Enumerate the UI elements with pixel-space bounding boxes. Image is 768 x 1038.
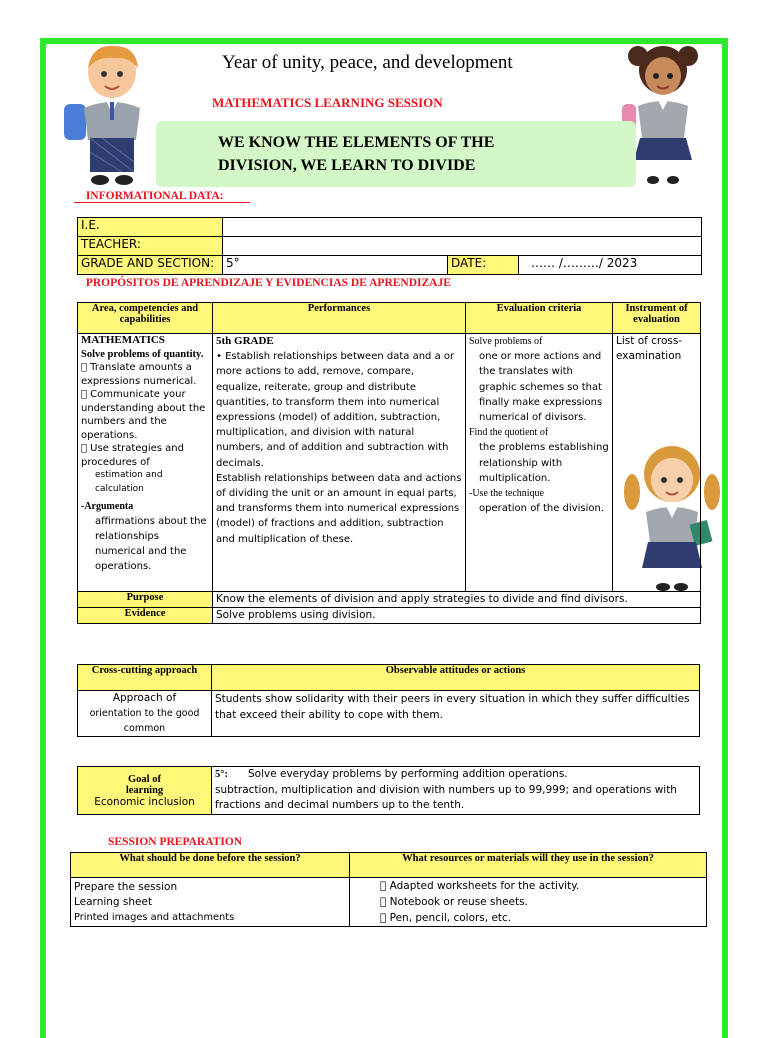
crosscutting-col1: Cross-cutting approach — [78, 665, 212, 691]
teacher-label: TEACHER: — [78, 237, 223, 256]
purpose-text: Know the elements of division and apply strategies to divide and find divisors. — [213, 592, 701, 608]
col-criteria: Evaluation criteria — [466, 303, 613, 334]
instrument-cell: List of cross-examination — [613, 334, 701, 592]
evidence-text: Solve problems using division. — [213, 608, 701, 624]
goal-label-a: Goal of — [128, 773, 161, 785]
goal-label-c: Economic inclusion — [94, 795, 195, 808]
teacher-value[interactable] — [223, 237, 702, 256]
date-value: …… /………/ 2023 — [519, 256, 702, 275]
prep-col2: What resources or materials will they use in the session? — [350, 853, 707, 878]
goal-table — [77, 766, 700, 815]
ie-value[interactable] — [223, 218, 702, 237]
criteria-1c: graphic schemes so that finally make expressions numerical of divisors. — [479, 381, 603, 424]
area-item: Translate amounts a expressions numerical. — [81, 362, 197, 387]
banner-line-2: DIVISION, WE LEARN TO DIVIDE — [218, 157, 476, 174]
attitudes-cell: Students show solidarity with their peers in every situation in which they suffer difficulties that exceed their ability to cope with them. — [212, 691, 700, 737]
area-cell — [78, 334, 213, 592]
area-small: estimation and calculation — [95, 470, 163, 494]
purposes-table — [77, 302, 701, 624]
crosscutting-table — [77, 664, 700, 737]
col-area: Area, competencies and capabilities — [78, 303, 213, 334]
criteria-3b: operation of the division. — [479, 503, 605, 515]
goal-label-b: learning — [125, 784, 164, 796]
prep-col1: What should be done before the session? — [71, 853, 350, 878]
criteria-1b: one or more actions and the translates with — [479, 351, 602, 378]
performances-cell — [213, 334, 466, 592]
date-label: DATE: — [448, 256, 519, 275]
prep-before-item: Printed images and attachments — [74, 912, 235, 923]
prep-resource-item: Notebook or reuse sheets. — [380, 896, 519, 908]
purpose-label: Purpose — [78, 592, 213, 608]
area-title: MATHEMATICS — [81, 334, 165, 346]
perf-text-2: Establish relationships between data and actions of dividing the unit or an amount in equal parts, and transforms them into numerical expressions (model) of fractions and addition, subtraction and multiplication of these. — [216, 472, 462, 545]
area-arg-text: affirmations about the relationships numerical and the operations. — [95, 515, 207, 572]
criteria-2a: Find the quotient of — [469, 427, 549, 439]
criteria-cell — [466, 334, 613, 592]
session-preparation-heading: SESSION PREPARATION — [108, 836, 243, 848]
informational-table — [77, 217, 702, 275]
goal-text-a: Solve everyday problems by performing addition operations. — [247, 768, 568, 780]
perf-title: 5th GRADE — [216, 335, 274, 347]
area-arg: -Argumenta — [81, 501, 134, 512]
session-title: MATHEMATICS LEARNING SESSION — [212, 95, 443, 110]
area-sub: Solve problems of quantity. — [81, 348, 204, 360]
goal-text-b: subtraction, multiplication and division with numbers up to 99,999; and operations with fractions and decimal numbers up to the tenth. — [215, 783, 677, 811]
goal-text-cell — [212, 767, 700, 815]
approach-c: common — [123, 723, 166, 734]
session-main-title — [218, 131, 494, 177]
approach-cell — [78, 691, 212, 737]
approach-a: Approach of — [112, 692, 177, 704]
boy-student-illustration — [62, 42, 162, 187]
evidence-label: Evidence — [78, 608, 213, 624]
area-item: Communicate your understanding about the numbers and the operations. — [81, 389, 206, 441]
criteria-1a: Solve problems of — [469, 336, 543, 347]
col-instrument: Instrument of evaluation — [613, 303, 701, 334]
approach-b: orientation to the good — [89, 708, 200, 719]
goal-label-cell — [78, 767, 212, 815]
purposes-heading: PROPÓSITOS DE APRENDIZAJE Y EVIDENCIAS DE APRENDIZAJE — [74, 277, 440, 289]
prep-resource-item: Pen, pencil, colors, etc. — [380, 912, 502, 924]
criteria-3a: -Use the technique — [469, 488, 544, 500]
year-title: Year of unity, peace, and development — [222, 52, 513, 73]
prep-resources-cell — [350, 878, 707, 927]
criteria-2b: the problems establishing relationship with multiplication. — [479, 442, 609, 484]
perf-text: • Establish relationships between data and a or more actions to add, remove, compare, equalize, reiterate, group and distribute quantities, to transform them into numerical expressions (model) of addition, subtraction, multiplication, and division with natural numbers, and of addition and subtraction with decimals. — [216, 351, 455, 469]
grade-label: GRADE AND SECTION: — [78, 256, 223, 275]
prep-before-item: Learning sheet — [74, 896, 153, 908]
area-item: Use strategies and procedures of — [81, 443, 175, 468]
goal-grade: 5°: — [215, 769, 228, 780]
prep-resource-item: Adapted worksheets for the activity. — [380, 880, 570, 892]
grade-value: 5° — [223, 256, 448, 275]
banner-line-1: WE KNOW THE ELEMENTS OF THE — [218, 134, 495, 151]
prep-before-item: Prepare the session — [74, 881, 178, 893]
col-performances: Performances — [213, 303, 466, 334]
crosscutting-col2: Observable attitudes or actions — [212, 665, 700, 691]
ie-label: I.E. — [78, 218, 223, 237]
informational-data-heading: INFORMATIONAL DATA: — [74, 190, 250, 203]
preparation-table — [70, 852, 707, 927]
prep-before-cell — [71, 878, 350, 927]
